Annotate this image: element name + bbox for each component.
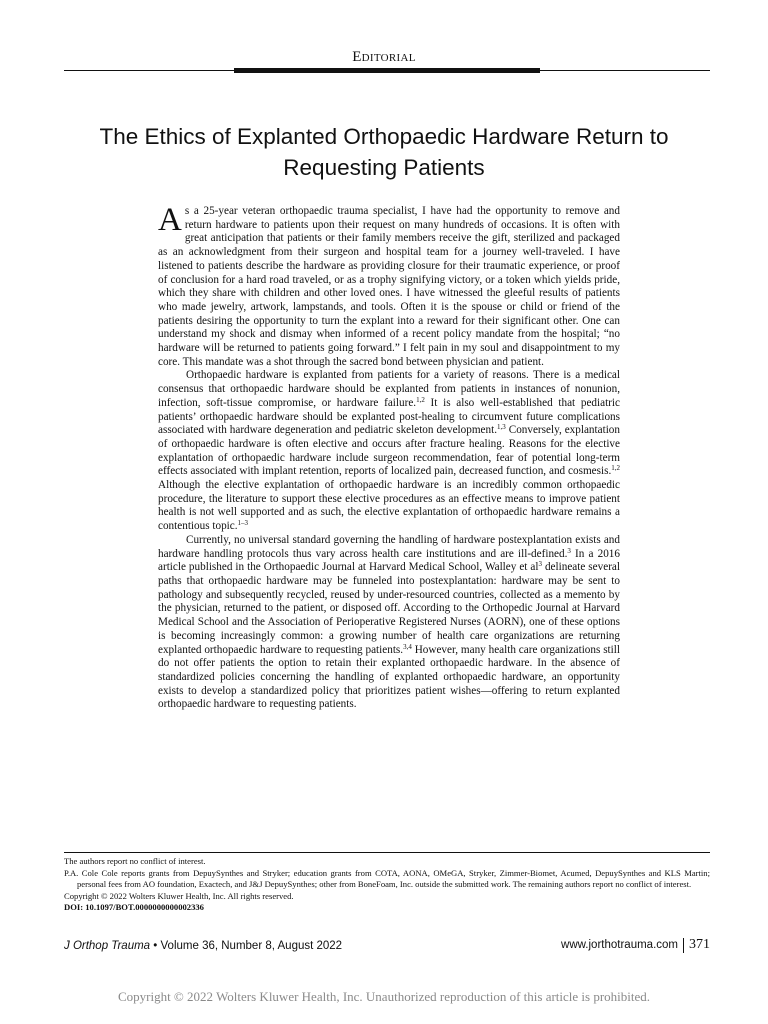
article-title: The Ethics of Explanted Orthopaedic Hardware Return to Requesting Patients	[99, 124, 669, 180]
citation-ref[interactable]: 1,2	[611, 464, 620, 473]
paragraph-3	[158, 534, 620, 712]
journal-website-link[interactable]: www.jorthotrauma.com	[561, 939, 678, 951]
citation-ref[interactable]: 3,4	[403, 642, 412, 651]
bullet-separator: •	[153, 940, 158, 952]
citation-ref[interactable]: 3	[538, 560, 542, 569]
citation-ref[interactable]: 3	[567, 546, 571, 555]
footnote-doi[interactable]: DOI: 10.1097/BOT.0000000000002336	[64, 902, 204, 913]
citation-ref[interactable]: 1–3	[237, 519, 249, 528]
drop-cap: A	[158, 202, 182, 238]
paragraph-2-text-b: It is also well-established that pediatric patients’ orthopaedic hardware should be explanted post-healing to circumvent future complications associated with hardware degeneration and pediatric skeleton development.	[158, 396, 620, 437]
article-body	[158, 202, 620, 712]
footnote-rule	[64, 852, 710, 853]
site-footer	[561, 937, 710, 953]
footnote-conflict: The authors report no conflict of interest.	[64, 856, 206, 866]
paragraph-2-text-a: Orthopaedic hardware is explanted from patients for a variety of reasons. There is a medical consensus that orthopaedic hardware should be explanted from patients in instances of nonunion, infection, soft-tissue compromise, or hardware failure.	[158, 369, 620, 409]
paragraph-1-text: s a 25-year veteran orthopaedic trauma specialist, I have had the opportunity to remove and return hardware to patients upon their request on many hundreds of occasions. It is often with great anticipation that patients or their family members receive the gift, sterilized and packaged as an acknowledgment from their surgeon and hospital team for a journey well-traveled. I have listened to patients describe the hardware as providing closure for their traumatic experience, or proof of conclusion for a hard road traveled, or as a trophy signifying victory, or a token which yields pride, which they share with children and other loved ones. I have witnessed the gleeful results of patients who made jewelry, artwork, lampstands, and tools. Often it is the spouse or child or friend of the patients desiring the opportunity to turn the explant into a reward for their significant other. One can understand my shock and dismay when informed of a recent policy mandate from the hospital; “no hardware will be returned to patients going forward.” I felt pain in my soul and disappointment to my core. This mandate was a shot through the sacred bond between physician and patient.	[158, 205, 620, 368]
copyright-notice: Copyright © 2022 Wolters Kluwer Health, Inc. Unauthorized reproduction of this article is prohibited.	[117, 989, 651, 1004]
footnote-disclosure: P.A. Cole Cole reports grants from DepuySynthes and Stryker; education grants from COTA, AONA, OMeGA, Stryker, Zimmer-Biomet, Acumed, DepuySynthes and KLS Martin; personal fees from AO foundation, Exactech, and J&J DepuySynthes; other from BoneFoam, Inc. outside the submitted work. The remaining authors report no conflict of interest.	[64, 867, 710, 890]
footer-divider	[683, 938, 684, 953]
paragraph-2	[158, 369, 620, 533]
journal-volume: Volume 36, Number 8, August 2022	[160, 940, 343, 952]
journal-name: J Orthop Trauma	[64, 940, 151, 952]
citation-ref[interactable]: 1,2	[416, 395, 425, 404]
paragraph-2-text-c: Conversely, explantation of orthopaedic hardware is often elective and occurs after fracture healing. Reasons for the elective explantation of orthopaedic hardware include surgeon recommendation, fear of potential long-term effects associated with implant retention, reports of localized pain, decreased function, and cosmesis.	[158, 424, 620, 478]
paragraph-3-text-a: Currently, no universal standard governing the handling of hardware postexplantation exists and hardware handling protocols thus vary across health care institutions and are ill-defined.	[158, 533, 620, 560]
footnote-copyright: Copyright © 2022 Wolters Kluwer Health, Inc. All rights reserved.	[64, 890, 294, 901]
paragraph-2-text-d: Although the elective explantation of orthopaedic hardware is an incredibly common orthopaedic procedure, the literature to support these elective procedures as an effective means to improve patient health is not well supported and as such, the elective explantation of orthopaedic hardware remains a contentious topic.	[158, 479, 620, 533]
page-number: 371	[689, 937, 710, 952]
journal-citation	[64, 940, 342, 952]
paragraph-3-text-d: However, many health care organizations still do not offer patients the option to retain their explanted orthopaedic hardware. In the absence of standardized policies concerning the handling of explanted orthopaedic hardware, an opportunity exists to develop a standardized policy that prioritizes patient wishes—offering to return explanted orthopaedic hardware to requesting patients.	[158, 643, 620, 711]
paragraph-3-text-c: delineate several paths that orthopaedic hardware may be funneled into postexplantation: hardware may be sent to pathology and subsequently recycled, reused by under-resourced countries, collected as a memento by the physician, returned to the patient, or disposed off. According to the Orthopedic Journal at Harvard Medical School and the Association of Perioperative Registered Nurses (AORN), one of these options is becoming increasingly common: a growing number of health care organizations are returning explanted orthopaedic hardware to requesting patients.	[158, 561, 620, 656]
header-rule-accent	[234, 68, 540, 73]
footnotes	[64, 856, 710, 914]
paragraph-3-text-b: In a 2016 article published in the Orthopaedic Journal at Harvard Medical School, Walley et al	[158, 547, 620, 574]
citation-ref[interactable]: 1,3	[497, 423, 506, 432]
paragraph-1	[158, 202, 620, 369]
section-label: Editorial	[352, 49, 416, 65]
